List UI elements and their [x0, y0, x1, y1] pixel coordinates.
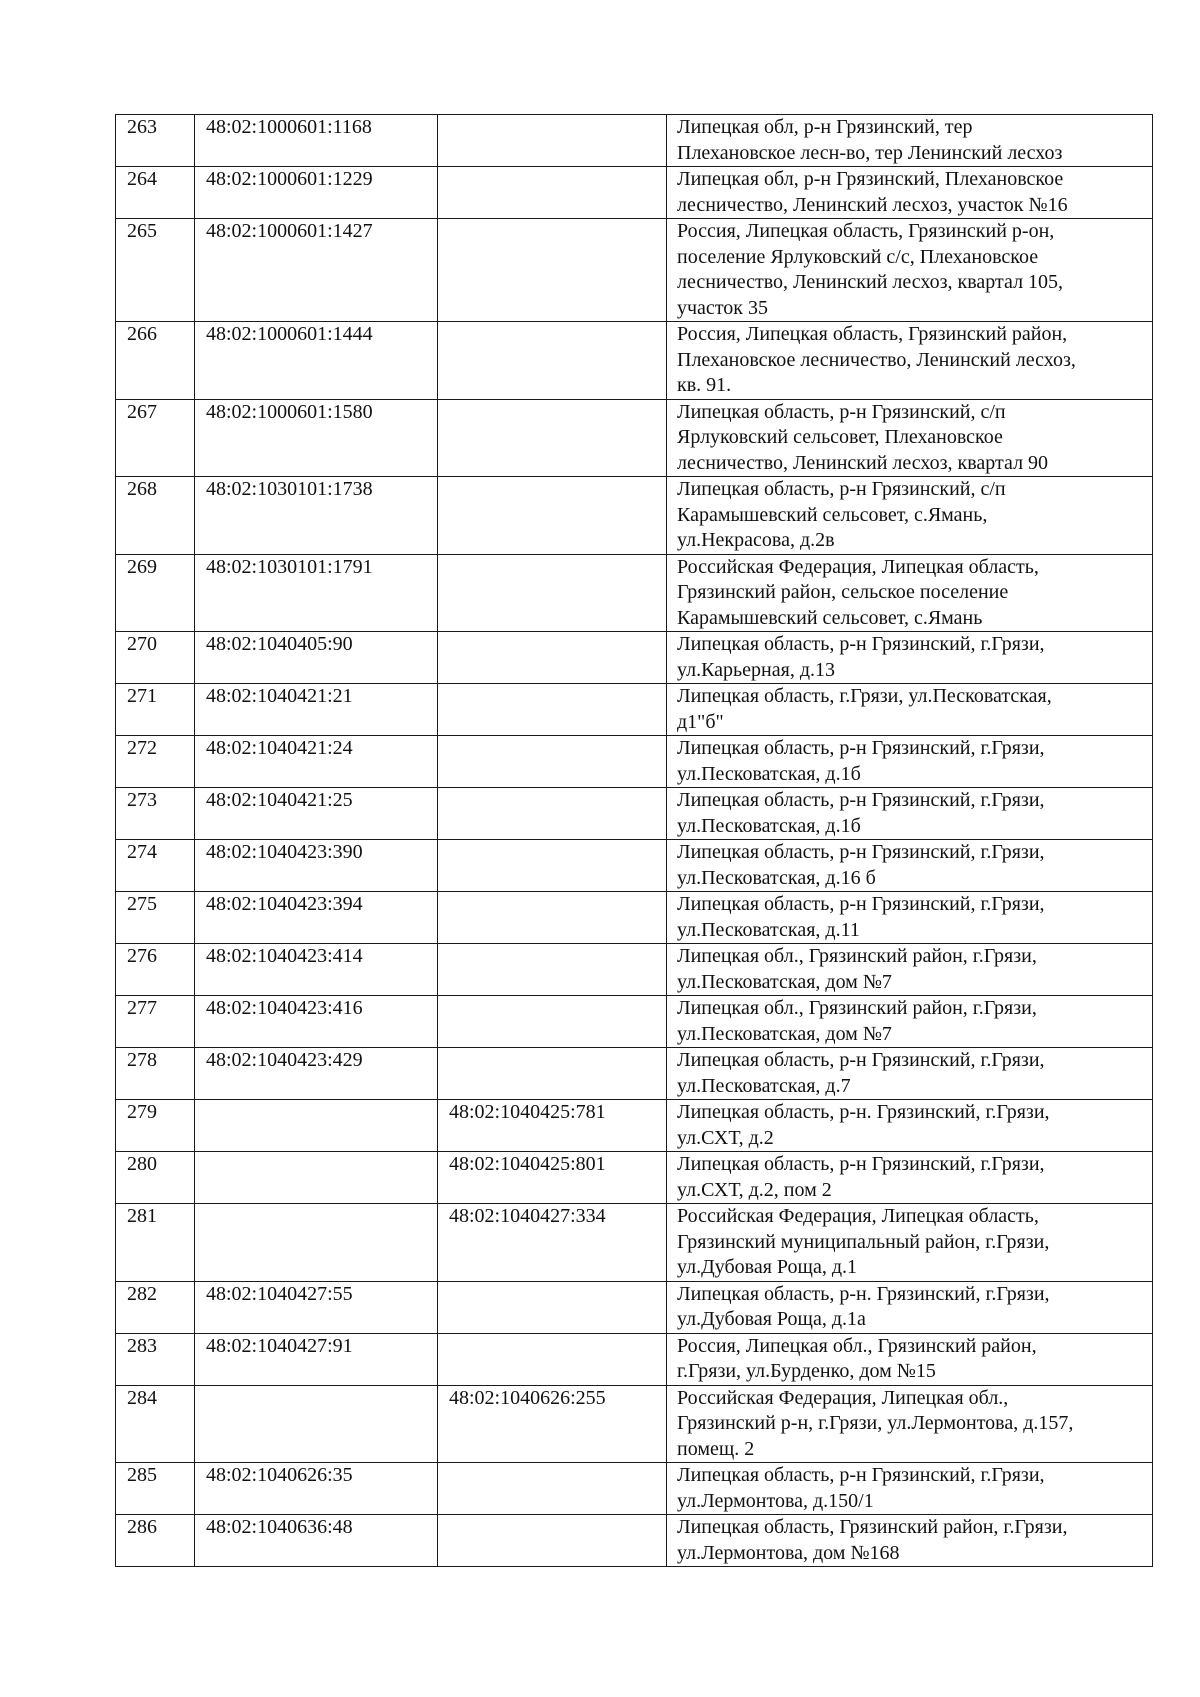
- part-cadastral-number-cell: [438, 477, 667, 555]
- address-cell: Российская Федерация, Липецкая обл., Грязинский р-н, г.Грязи, ул.Лермонтова, д.157, помещ. 2: [667, 1385, 1153, 1463]
- part-cadastral-number-cell: [438, 684, 667, 736]
- row-number-cell: 284: [116, 1385, 195, 1463]
- table-row: [116, 115, 1153, 167]
- address-cell: Липецкая область, р-н. Грязинский, г.Грязи, ул.СХТ, д.2: [667, 1100, 1153, 1152]
- cadastral-number-cell: 48:02:1040423:414: [195, 944, 438, 996]
- part-cadastral-number-cell: 48:02:1040425:801: [438, 1152, 667, 1204]
- cadastral-number-cell: 48:02:1000601:1168: [195, 115, 438, 167]
- row-number-cell: 275: [116, 892, 195, 944]
- table-row: [116, 684, 1153, 736]
- cadastral-number-cell: 48:02:1000601:1427: [195, 219, 438, 322]
- table-row: [116, 996, 1153, 1048]
- row-number-cell: 282: [116, 1281, 195, 1333]
- address-cell: Россия, Липецкая область, Грязинский р-он, поселение Ярлуковский с/с, Плехановское лесничество, Ленинский лесхоз, квартал 105, участок 35: [667, 219, 1153, 322]
- part-cadastral-number-cell: 48:02:1040427:334: [438, 1204, 667, 1282]
- part-cadastral-number-cell: [438, 944, 667, 996]
- part-cadastral-number-cell: [438, 632, 667, 684]
- row-number-cell: 272: [116, 736, 195, 788]
- table-row: [116, 1333, 1153, 1385]
- cadastral-number-cell: [195, 1204, 438, 1282]
- cadastral-table-body: [116, 115, 1153, 1567]
- table-row: [116, 1515, 1153, 1567]
- part-cadastral-number-cell: [438, 322, 667, 400]
- table-row: [116, 554, 1153, 632]
- cadastral-number-cell: 48:02:1030101:1791: [195, 554, 438, 632]
- address-cell: Липецкая область, р-н Грязинский, г.Грязи, ул.СХТ, д.2, пом 2: [667, 1152, 1153, 1204]
- table-row: [116, 219, 1153, 322]
- cadastral-number-cell: 48:02:1030101:1738: [195, 477, 438, 555]
- part-cadastral-number-cell: [438, 115, 667, 167]
- table-row: [116, 477, 1153, 555]
- address-cell: Липецкая область, г.Грязи, ул.Песковатская, д1"б": [667, 684, 1153, 736]
- address-cell: Липецкая область, р-н Грязинский, г.Грязи, ул.Песковатская, д.11: [667, 892, 1153, 944]
- cadastral-number-cell: 48:02:1000601:1229: [195, 167, 438, 219]
- address-cell: Россия, Липецкая обл., Грязинский район, г.Грязи, ул.Бурденко, дом №15: [667, 1333, 1153, 1385]
- address-cell: Липецкая область, р-н Грязинский, с/п Карамышевский сельсовет, с.Ямань, ул.Некрасова, д.2в: [667, 477, 1153, 555]
- row-number-cell: 263: [116, 115, 195, 167]
- table-row: [116, 1048, 1153, 1100]
- address-cell: Российская Федерация, Липецкая область, Грязинский муниципальный район, г.Грязи, ул.Дубовая Роща, д.1: [667, 1204, 1153, 1282]
- row-number-cell: 271: [116, 684, 195, 736]
- cadastral-number-cell: 48:02:1040423:390: [195, 840, 438, 892]
- address-cell: Липецкая обл, р-н Грязинский, Плехановское лесничество, Ленинский лесхоз, участок №16: [667, 167, 1153, 219]
- table-row: [116, 322, 1153, 400]
- table-row: [116, 892, 1153, 944]
- cadastral-number-cell: 48:02:1040626:35: [195, 1463, 438, 1515]
- cadastral-number-cell: 48:02:1040421:24: [195, 736, 438, 788]
- address-cell: Липецкая обл, р-н Грязинский, тер Плехановское лесн-во, тер Ленинский лесхоз: [667, 115, 1153, 167]
- table-row: [116, 632, 1153, 684]
- row-number-cell: 276: [116, 944, 195, 996]
- table-row: [116, 736, 1153, 788]
- table-row: [116, 1100, 1153, 1152]
- part-cadastral-number-cell: [438, 167, 667, 219]
- row-number-cell: 267: [116, 399, 195, 477]
- address-cell: Липецкая область, р-н Грязинский, г.Грязи, ул.Лермонтова, д.150/1: [667, 1463, 1153, 1515]
- row-number-cell: 274: [116, 840, 195, 892]
- part-cadastral-number-cell: [438, 892, 667, 944]
- part-cadastral-number-cell: [438, 736, 667, 788]
- row-number-cell: 266: [116, 322, 195, 400]
- cadastral-number-cell: 48:02:1040421:21: [195, 684, 438, 736]
- row-number-cell: 265: [116, 219, 195, 322]
- row-number-cell: 268: [116, 477, 195, 555]
- row-number-cell: 270: [116, 632, 195, 684]
- cadastral-number-cell: 48:02:1040427:91: [195, 1333, 438, 1385]
- cadastral-number-cell: 48:02:1040423:394: [195, 892, 438, 944]
- table-row: [116, 1463, 1153, 1515]
- cadastral-number-cell: 48:02:1040427:55: [195, 1281, 438, 1333]
- cadastral-number-cell: 48:02:1000601:1580: [195, 399, 438, 477]
- address-cell: Липецкая обл., Грязинский район, г.Грязи, ул.Песковатская, дом №7: [667, 944, 1153, 996]
- part-cadastral-number-cell: [438, 1515, 667, 1567]
- cadastral-number-cell: 48:02:1040421:25: [195, 788, 438, 840]
- part-cadastral-number-cell: [438, 788, 667, 840]
- address-cell: Липецкая область, Грязинский район, г.Грязи, ул.Лермонтова, дом №168: [667, 1515, 1153, 1567]
- cadastral-number-cell: 48:02:1040405:90: [195, 632, 438, 684]
- table-row: [116, 944, 1153, 996]
- row-number-cell: 280: [116, 1152, 195, 1204]
- table-row: [116, 399, 1153, 477]
- row-number-cell: 278: [116, 1048, 195, 1100]
- row-number-cell: 285: [116, 1463, 195, 1515]
- table-row: [116, 840, 1153, 892]
- part-cadastral-number-cell: [438, 1463, 667, 1515]
- address-cell: Липецкая область, р-н. Грязинский, г.Грязи, ул.Дубовая Роща, д.1а: [667, 1281, 1153, 1333]
- part-cadastral-number-cell: [438, 399, 667, 477]
- row-number-cell: 269: [116, 554, 195, 632]
- cadastral-table: [115, 114, 1153, 1567]
- table-row: [116, 1385, 1153, 1463]
- row-number-cell: 281: [116, 1204, 195, 1282]
- address-cell: Липецкая область, р-н Грязинский, г.Грязи, ул.Карьерная, д.13: [667, 632, 1153, 684]
- table-row: [116, 1152, 1153, 1204]
- part-cadastral-number-cell: [438, 840, 667, 892]
- row-number-cell: 277: [116, 996, 195, 1048]
- address-cell: Липецкая область, р-н Грязинский, г.Грязи, ул.Песковатская, д.1б: [667, 788, 1153, 840]
- part-cadastral-number-cell: [438, 1281, 667, 1333]
- address-cell: Российская Федерация, Липецкая область, Грязинский район, сельское поселение Карамышевский сельсовет, с.Ямань: [667, 554, 1153, 632]
- cadastral-number-cell: 48:02:1000601:1444: [195, 322, 438, 400]
- table-row: [116, 788, 1153, 840]
- address-cell: Липецкая область, р-н Грязинский, г.Грязи, ул.Песковатская, д.16 б: [667, 840, 1153, 892]
- row-number-cell: 286: [116, 1515, 195, 1567]
- part-cadastral-number-cell: [438, 1048, 667, 1100]
- part-cadastral-number-cell: [438, 219, 667, 322]
- part-cadastral-number-cell: [438, 1333, 667, 1385]
- row-number-cell: 283: [116, 1333, 195, 1385]
- address-cell: Липецкая область, р-н Грязинский, г.Грязи, ул.Песковатская, д.7: [667, 1048, 1153, 1100]
- cadastral-number-cell: [195, 1100, 438, 1152]
- part-cadastral-number-cell: 48:02:1040425:781: [438, 1100, 667, 1152]
- address-cell: Россия, Липецкая область, Грязинский район, Плехановское лесничество, Ленинский лесхоз, кв. 91.: [667, 322, 1153, 400]
- address-cell: Липецкая область, р-н Грязинский, г.Грязи, ул.Песковатская, д.1б: [667, 736, 1153, 788]
- row-number-cell: 279: [116, 1100, 195, 1152]
- address-cell: Липецкая область, р-н Грязинский, с/п Ярлуковский сельсовет, Плехановское лесничество, Ленинский лесхоз, квартал 90: [667, 399, 1153, 477]
- cadastral-number-cell: 48:02:1040636:48: [195, 1515, 438, 1567]
- cadastral-number-cell: 48:02:1040423:416: [195, 996, 438, 1048]
- cadastral-number-cell: 48:02:1040423:429: [195, 1048, 438, 1100]
- part-cadastral-number-cell: [438, 996, 667, 1048]
- table-row: [116, 1281, 1153, 1333]
- part-cadastral-number-cell: [438, 554, 667, 632]
- part-cadastral-number-cell: 48:02:1040626:255: [438, 1385, 667, 1463]
- cadastral-number-cell: [195, 1385, 438, 1463]
- row-number-cell: 264: [116, 167, 195, 219]
- table-row: [116, 1204, 1153, 1282]
- table-row: [116, 167, 1153, 219]
- address-cell: Липецкая обл., Грязинский район, г.Грязи, ул.Песковатская, дом №7: [667, 996, 1153, 1048]
- row-number-cell: 273: [116, 788, 195, 840]
- cadastral-number-cell: [195, 1152, 438, 1204]
